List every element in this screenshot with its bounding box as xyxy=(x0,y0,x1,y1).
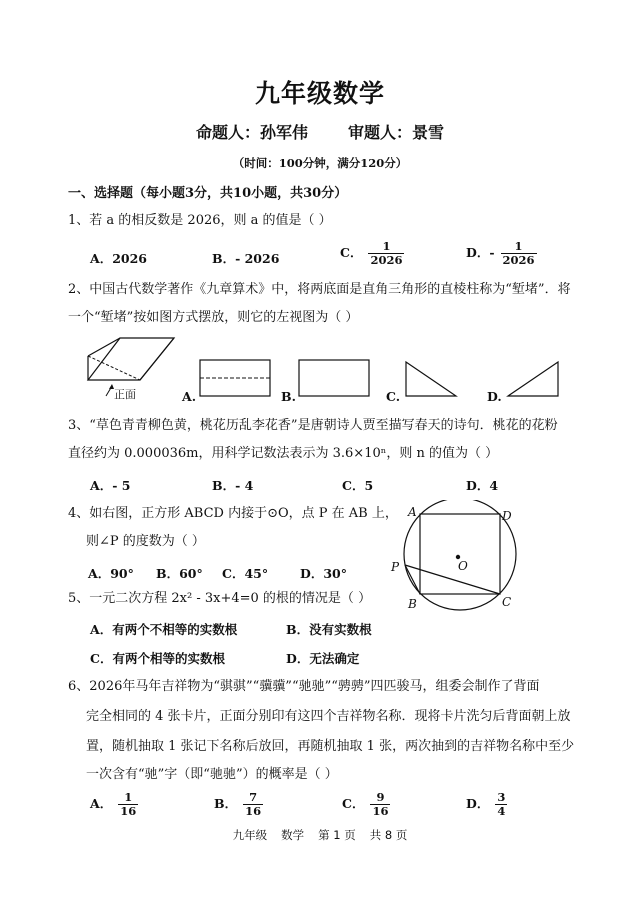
rectangle-shape xyxy=(299,360,369,396)
label-b: B xyxy=(408,597,417,611)
q1-c-numerator: 1 xyxy=(382,239,391,253)
q5-option-b: B．没有实数根 xyxy=(286,622,372,637)
q6-d-numerator: 3 xyxy=(497,790,506,804)
q6-option-b-label: B． xyxy=(214,796,238,811)
question-4-line-1: 4、如右图，正方形 ABCD 内接于⊙O，点 P 在 AB 上， xyxy=(68,506,398,521)
q6-option-d xyxy=(466,791,507,818)
q6-option-a xyxy=(90,791,138,818)
q6-option-c-label: C． xyxy=(342,796,365,811)
q6-a-numerator: 1 xyxy=(124,790,133,804)
question-1-text: 1、若 a 的相反数是 2026，则 a 的值是（ ） xyxy=(68,213,332,228)
label-p: P xyxy=(391,560,400,574)
q6-b-denominator: 16 xyxy=(245,804,262,818)
q2-option-a: A. xyxy=(182,389,197,404)
q3-option-b: B．- 4 xyxy=(212,478,254,493)
q6-option-a-label: A． xyxy=(90,796,113,811)
label-o: O xyxy=(458,559,468,573)
q1-d-numerator: 1 xyxy=(514,239,523,253)
footer-page: 第 1 页 xyxy=(318,828,356,842)
q1-option-a: A．2026 xyxy=(90,251,147,266)
rectangle-shape xyxy=(200,360,270,396)
q2-option-b: B. xyxy=(281,389,296,404)
footer-total: 共 8 页 xyxy=(369,828,408,842)
q2-option-c-figure xyxy=(402,358,460,400)
q1-option-b: B．- 2026 xyxy=(212,251,280,266)
q1-c-denominator: 2026 xyxy=(370,253,403,267)
q4-option-b: B．60° xyxy=(156,566,203,581)
prism-hidden-edge xyxy=(88,356,140,380)
segment-pc xyxy=(405,565,500,594)
q5-option-a: A．有两个不相等的实数根 xyxy=(90,622,238,637)
label-a: A xyxy=(408,505,417,519)
q3-option-a: A．- 5 xyxy=(90,478,131,493)
q4-option-d: D．30° xyxy=(300,566,347,581)
footer-grade: 九年级 xyxy=(232,828,268,842)
proposer: 命题人：孙军伟 xyxy=(195,123,308,142)
page-footer xyxy=(0,827,640,843)
author-line xyxy=(0,120,640,143)
q1-option-d-label: D．- xyxy=(466,245,495,260)
section-heading: 一、选择题（每小题3分，共10小题，共30分） xyxy=(68,186,348,201)
q6-option-d-label: D． xyxy=(466,796,490,811)
footer-subject: 数学 xyxy=(281,828,305,842)
q5-option-d: D．无法确定 xyxy=(286,651,360,666)
q3-option-d: D．4 xyxy=(466,478,499,493)
triangle-shape xyxy=(508,362,558,396)
q2-option-a-figure xyxy=(198,358,272,400)
q1-option-c xyxy=(340,240,404,267)
q6-option-c xyxy=(342,791,390,818)
q2-option-d: D. xyxy=(487,389,502,404)
q2-option-d-figure xyxy=(504,358,562,400)
q1-option-c-label: C． xyxy=(340,245,363,260)
prism-figure xyxy=(84,334,180,400)
q2-option-b-figure xyxy=(297,358,371,400)
q2-option-c: C. xyxy=(386,389,401,404)
page-title: 九年级数学 xyxy=(254,79,385,108)
q1-d-denominator: 2026 xyxy=(502,253,535,267)
circle-square-figure xyxy=(388,500,524,616)
prism-edge xyxy=(88,338,120,356)
q6-b-numerator: 7 xyxy=(249,790,258,804)
label-c: C xyxy=(502,595,512,609)
question-6-line-2: 完全相同的 4 张卡片，正面分别印有这四个吉祥物名称．现将卡片洗匀后背面朝上放 xyxy=(86,709,571,724)
question-3-line-2: 直径约为 0.000036m，用科学记数法表示为 3.6×10ⁿ，则 n 的值为（ ） xyxy=(68,446,499,461)
question-3-line-1: 3、“草色青青柳色黄，桃花历乱李花香”是唐朝诗人贾至描写春天的诗句．桃花的花粉 xyxy=(68,418,558,433)
front-label: 正面 xyxy=(114,388,136,400)
q6-d-denominator: 4 xyxy=(497,804,506,818)
question-6-line-4: 一次含有“驰”字（即“驰驰”）的概率是（ ） xyxy=(86,767,338,782)
q6-c-denominator: 16 xyxy=(372,804,389,818)
reviewer: 审题人：景雪 xyxy=(348,123,445,142)
label-d: D xyxy=(502,509,512,523)
question-2-line-2: 一个“堑堵”按如图方式摆放，则它的左视图为（ ） xyxy=(68,310,359,325)
q1-option-d xyxy=(466,240,537,267)
q5-option-c: C．有两个相等的实数根 xyxy=(90,651,225,666)
q3-option-c: C．5 xyxy=(342,478,374,493)
question-6-line-1: 6、2026年马年吉祥物为“骐骐”“骥骥”“驰驰”“骋骋”四匹骏马，组委会制作了背面 xyxy=(68,679,540,694)
time-info: （时间：100分钟，满分120分） xyxy=(232,156,408,170)
q6-a-denominator: 16 xyxy=(120,804,137,818)
q4-option-c: C．45° xyxy=(222,566,269,581)
prism-edge xyxy=(140,338,174,380)
triangle-shape xyxy=(406,362,456,396)
question-5-text: 5、一元二次方程 2x² - 3x+4=0 的根的情况是（ ） xyxy=(68,591,372,606)
q6-c-numerator: 9 xyxy=(376,790,385,804)
question-2-line-1: 2、中国古代数学著作《九章算术》中，将两底面是直角三角形的直棱柱称为“堑堵”．将 xyxy=(68,282,571,297)
q4-option-a: A．90° xyxy=(88,566,134,581)
question-6-line-3: 置，随机抽取 1 张记下名称后放回，再随机抽取 1 张，两次抽到的吉祥物名称中至少 xyxy=(86,739,575,754)
q6-option-b xyxy=(214,791,263,818)
question-4-line-2: 则∠P 的度数为（ ） xyxy=(86,534,205,549)
prism-left-face xyxy=(88,338,174,380)
